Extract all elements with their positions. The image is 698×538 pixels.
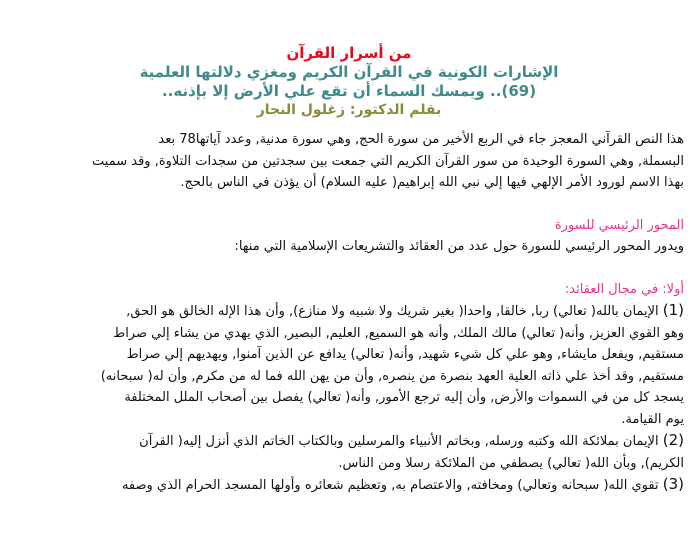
item-number: (2) xyxy=(662,431,684,449)
belief-item-2 xyxy=(0,430,698,474)
intro-line: هذا النص القرآني المعجز جاء في الربع الأخير من سورة الحج, وهي سورة مدنية, وعدد آياتها78 بعد xyxy=(158,132,684,147)
intro-paragraph xyxy=(0,129,698,194)
item-number: (3) xyxy=(662,475,684,493)
item-text: مستقيم, وقد أخذ علي ذاته العلية العهد بنصرة من ينصره, وأن من يهن الله فما له من مكرم, وأن له( سبحانه) xyxy=(100,368,684,384)
article-title-line1: الإشارات الكونية في القرآن الكريم ومغزي دلالتها العلمية xyxy=(139,63,559,81)
item-text: يسجد كل من في السموات والأرض, وأن إليه ترجع الأمور, وأنه( تعالي) يفصل بين أصحاب الملل المختلفة xyxy=(124,390,684,405)
belief-item-1 xyxy=(0,300,698,430)
series-title: من أسرار القرآن xyxy=(286,44,412,62)
item-text: الكريم), وبأن الله( تعالي) يصطفي من الملائكة رسلا ومن الناس. xyxy=(338,455,684,471)
item-text: تقوي الله( سبحانه وتعالي) ومخافته, والاعتصام به, وتعظيم شعائره وأولها المسجد الحرام الذي وصفه xyxy=(121,478,659,493)
section-heading-beliefs: أولا: في مجال العقائد: xyxy=(564,281,684,297)
item-number: (1) xyxy=(662,301,684,319)
section-heading-main-axis: المحور الرئيسي للسورة xyxy=(554,217,684,233)
intro-line: البسملة, وهي السورة الوحيدة من سور القرآن الكريم التي جمعت بين سجدتين من سجدات التلاوة, وقد سميت xyxy=(92,153,684,169)
article-header xyxy=(0,44,698,120)
article xyxy=(0,44,698,497)
intro-line: بهذا الاسم لورود الأمر الإلهي فيها إلي نبي الله إبراهيم( عليه السلام) أن يؤذن في الناس بالحج. xyxy=(180,175,684,190)
main-axis-text: ويدور المحور الرئيسي للسورة حول عدد من العقائد والتشريعات الإسلامية التي منها: xyxy=(234,239,684,254)
item-text: وهو القوي العزيز, وأنه( تعالي) مالك الملك, وأنه هو السميع, العليم, البصير, الذي يهدي من يشاء إلي صراط xyxy=(113,325,684,341)
belief-item-3 xyxy=(0,474,698,497)
article-title-line2: (69).. ويمسك السماء أن تقع علي الأرض إلا بإذنه.. xyxy=(161,82,537,100)
item-text: الإيمان بملائكة الله وكتبه ورسله, وبخاتم الأنبياء والمرسلين وبالكتاب الخاتم الذي أنزل إليه( القرآن xyxy=(139,434,659,449)
item-text: يوم القيامة. xyxy=(621,411,684,427)
item-text: مستقيم, ويفعل مايشاء, وهو علي كل شيء شهيد, وأنه( تعالي) يدافع عن الذين آمنوا, ويهديهم إلي صراط xyxy=(126,347,684,362)
author-byline: بقلم الدكتور: زغلول النجار xyxy=(256,102,442,118)
item-text: الإيمان بالله( تعالي) ربا, خالقا, واحدا( بغير شريك ولا شبيه ولا منازع), وأن هذا الإله الخالق هو الحق, xyxy=(126,304,659,319)
